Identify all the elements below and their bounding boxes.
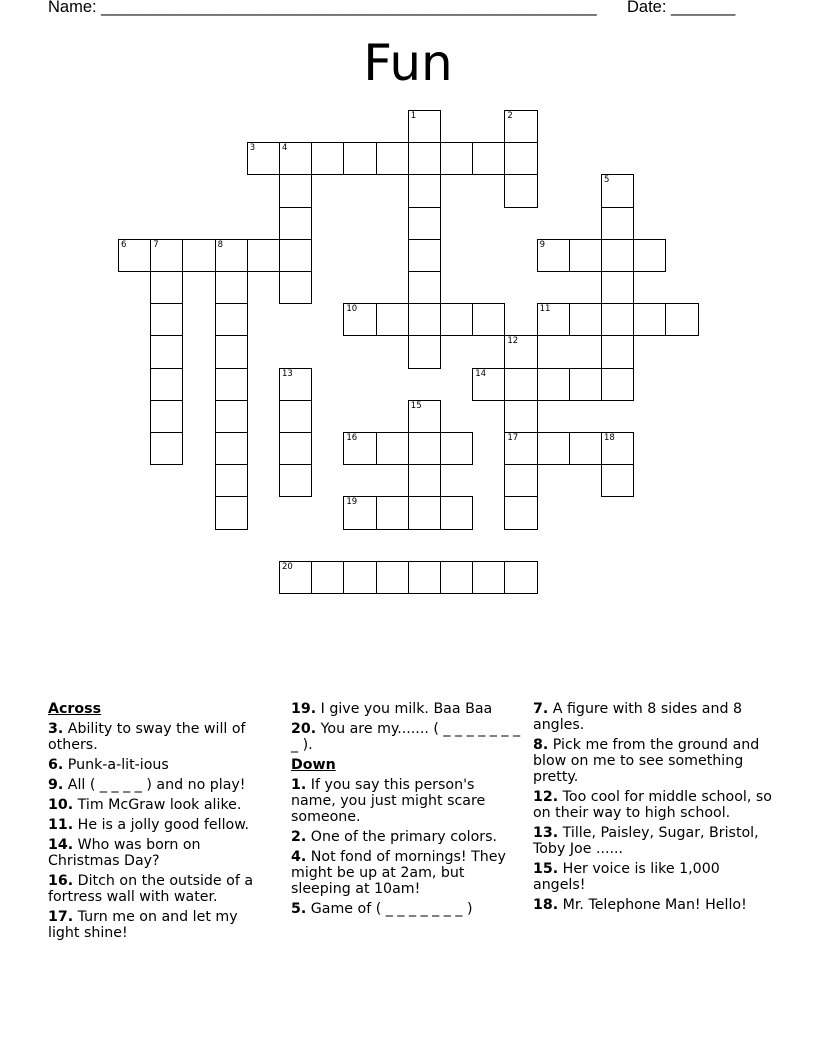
grid-cell[interactable] [279, 239, 312, 272]
grid-cell[interactable] [150, 400, 183, 433]
clue-text: Pick me from the ground and blow on me to see something pretty. [533, 737, 760, 785]
grid-cell[interactable] [472, 561, 505, 594]
grid-cell[interactable] [601, 335, 634, 368]
grid-cell[interactable] [665, 303, 698, 336]
clue-text: Tille, Paisley, Sugar, Bristol, Toby Joe ...... [533, 825, 759, 857]
clue-number: 19. [291, 701, 317, 717]
clue-number: 6. [48, 757, 64, 773]
clue-across-11 [48, 817, 273, 833]
grid-cell[interactable] [601, 368, 634, 401]
grid-cell[interactable] [150, 239, 183, 272]
grid-cell[interactable] [440, 496, 473, 529]
clue-text: Her voice is like 1,000 angels! [533, 861, 720, 893]
clue-number: 1. [291, 777, 307, 793]
grid-cell[interactable] [408, 207, 441, 240]
grid-cell[interactable] [601, 432, 634, 465]
grid-cell[interactable] [279, 561, 312, 594]
grid-cell[interactable] [440, 303, 473, 336]
clue-across-14 [48, 837, 273, 869]
clue-number-label: 6 [121, 239, 127, 250]
clue-number: 10. [48, 797, 74, 813]
clue-number: 5. [291, 901, 307, 917]
clue-text: Turn me on and let my light shine! [48, 909, 238, 941]
grid-cell[interactable] [150, 303, 183, 336]
grid-cell[interactable] [150, 432, 183, 465]
grid-cell[interactable] [408, 174, 441, 207]
grid-cell[interactable] [376, 142, 409, 175]
clue-text: Mr. Telephone Man! Hello! [562, 897, 747, 913]
clues-column-2 [291, 701, 521, 921]
grid-cell[interactable] [504, 400, 537, 433]
across-heading: Across [48, 701, 102, 717]
clue-number: 3. [48, 721, 64, 737]
clue-across-10 [48, 797, 273, 813]
grid-cell[interactable] [408, 142, 441, 175]
clue-number-label: 8 [217, 239, 224, 250]
clue-number-label: 9 [539, 239, 546, 250]
grid-cell[interactable] [343, 561, 376, 594]
clue-number: 4. [291, 849, 307, 865]
grid-cell[interactable] [440, 432, 473, 465]
grid-cell[interactable] [440, 561, 473, 594]
grid-cell[interactable] [279, 174, 312, 207]
clue-number: 8. [533, 737, 549, 753]
grid-cell[interactable] [601, 174, 634, 207]
grid-cell[interactable] [408, 496, 441, 529]
clue-down-2 [291, 829, 521, 845]
clue-number-label: 7 [153, 239, 159, 250]
grid-cell[interactable] [440, 142, 473, 175]
clue-text: A figure with 8 sides and 8 angles. [533, 701, 743, 733]
grid-cell[interactable] [504, 142, 537, 175]
grid-cell[interactable] [408, 303, 441, 336]
grid-cell[interactable] [472, 368, 505, 401]
name-field-label: Name: ______________________________________________________ [48, 0, 597, 16]
grid-cell[interactable] [343, 303, 376, 336]
clue-number: 14. [48, 837, 74, 853]
grid-cell[interactable] [408, 110, 441, 143]
grid-cell[interactable] [376, 432, 409, 465]
clue-number: 13. [533, 825, 559, 841]
clue-number-label: 20 [282, 561, 293, 572]
clue-across-19 [291, 701, 521, 717]
clue-number-label: 18 [604, 433, 615, 443]
clue-text: Not fond of mornings! They might be up at 2am, but sleeping at 10am! [291, 849, 506, 897]
grid-cell[interactable] [472, 142, 505, 175]
clue-across-6 [48, 757, 273, 773]
clue-down-8 [533, 737, 773, 785]
grid-cell[interactable] [408, 464, 441, 497]
grid-cell[interactable] [215, 368, 248, 401]
grid-cell[interactable] [215, 432, 248, 465]
clue-text: Too cool for middle school, so on their way to high school. [533, 789, 772, 821]
grid-cell[interactable] [376, 303, 409, 336]
grid-cell[interactable] [279, 271, 312, 304]
grid-cell[interactable] [279, 432, 312, 465]
grid-cell[interactable] [504, 335, 537, 368]
page-title: Fun [363, 34, 453, 92]
grid-cell[interactable] [504, 432, 537, 465]
grid-cell[interactable] [279, 368, 312, 401]
grid-cell[interactable] [215, 271, 248, 304]
clues-column-3 [533, 701, 773, 917]
grid-cell[interactable] [408, 432, 441, 465]
clues-column-1 [48, 701, 273, 945]
clue-number-label: 3 [249, 143, 256, 154]
grid-cell[interactable] [537, 303, 570, 336]
grid-cell[interactable] [118, 239, 151, 272]
grid-cell[interactable] [569, 303, 602, 336]
clue-text: You are my....... ( _ _ _ _ _ _ _ _ ). [291, 721, 521, 753]
clue-number-label: 11 [539, 304, 551, 315]
grid-cell[interactable] [343, 496, 376, 529]
grid-cell[interactable] [311, 561, 344, 594]
grid-cell[interactable] [343, 432, 376, 465]
clue-down-15 [533, 861, 773, 893]
grid-cell[interactable] [537, 432, 570, 465]
clue-number: 20. [291, 721, 317, 737]
grid-cell[interactable] [408, 239, 441, 272]
clue-number-label: 12 [507, 336, 519, 347]
clue-number-label: 19 [346, 497, 358, 508]
clue-text: Ability to sway the will of others. [48, 721, 246, 753]
grid-cell[interactable] [279, 464, 312, 497]
clue-text: Who was born on Christmas Day? [48, 837, 201, 869]
down-heading: Down [291, 757, 336, 773]
clue-across-3 [48, 721, 273, 753]
clue-down-5 [291, 901, 521, 917]
grid-cell[interactable] [601, 464, 634, 497]
clue-number: 15. [533, 861, 559, 877]
grid-cell[interactable] [472, 303, 505, 336]
clue-number-label: 5 [604, 175, 610, 186]
clue-down-12 [533, 789, 773, 821]
clue-number-label: 13 [282, 368, 293, 379]
grid-cell[interactable] [279, 142, 312, 175]
clue-down-4 [291, 849, 521, 897]
clue-text: Ditch on the outside of a fortress wall with water. [48, 873, 254, 905]
grid-cell[interactable] [150, 271, 183, 304]
clue-text: Game of ( _ _ _ _ _ _ _ ) [310, 901, 473, 917]
clue-number-label: 1 [410, 111, 417, 121]
grid-cell[interactable] [247, 142, 280, 175]
grid-cell[interactable] [633, 303, 666, 336]
clue-across-9 [48, 777, 273, 793]
grid-cell[interactable] [537, 239, 570, 272]
clue-text: One of the primary colors. [310, 829, 498, 845]
grid-cell[interactable] [376, 496, 409, 529]
grid-cell[interactable] [150, 335, 183, 368]
clue-text: If you say this person's name, you just might scare someone. [291, 777, 486, 825]
clue-text: All ( _ _ _ _ ) and no play! [67, 777, 246, 793]
grid-cell[interactable] [343, 142, 376, 175]
clue-number: 2. [291, 829, 307, 845]
clue-number: 7. [533, 701, 549, 717]
grid-cell[interactable] [504, 561, 537, 594]
grid-cell[interactable] [408, 400, 441, 433]
grid-cell[interactable] [376, 561, 409, 594]
clue-number: 11. [48, 817, 74, 833]
clue-number-label: 15 [410, 400, 422, 411]
clue-number-label: 2 [507, 111, 513, 121]
grid-cell[interactable] [150, 368, 183, 401]
clue-down-18 [533, 897, 773, 913]
grid-cell[interactable] [504, 174, 537, 207]
clue-number-label: 10 [346, 304, 358, 315]
grid-cell[interactable] [247, 239, 280, 272]
grid-cell[interactable] [633, 239, 666, 272]
clue-down-13 [533, 825, 773, 857]
grid-cell[interactable] [537, 368, 570, 401]
clue-text: I give you milk. Baa Baa [320, 701, 493, 717]
grid-cell[interactable] [601, 271, 634, 304]
clue-down-7 [533, 701, 773, 733]
date-field-label: Date: _______ [627, 0, 736, 16]
clue-number: 9. [48, 777, 64, 793]
grid-cell[interactable] [182, 239, 215, 272]
clue-number: 17. [48, 909, 74, 925]
grid-cell[interactable] [504, 368, 537, 401]
grid-cell[interactable] [408, 335, 441, 368]
grid-cell[interactable] [569, 432, 602, 465]
grid-cell[interactable] [279, 207, 312, 240]
grid-cell[interactable] [569, 239, 602, 272]
clue-number-label: 17 [507, 433, 519, 443]
grid-cell[interactable] [601, 207, 634, 240]
clue-across-16 [48, 873, 273, 905]
grid-cell[interactable] [408, 271, 441, 304]
grid-cell[interactable] [215, 239, 248, 272]
grid-cell[interactable] [601, 303, 634, 336]
clue-text: Punk-a-lit-ious [67, 757, 169, 773]
clue-number: 12. [533, 789, 559, 805]
grid-cell[interactable] [215, 464, 248, 497]
grid-cell[interactable] [569, 368, 602, 401]
grid-cell[interactable] [215, 303, 248, 336]
grid-cell[interactable] [408, 561, 441, 594]
clue-across-20 [291, 721, 521, 753]
clue-text: He is a jolly good fellow. [77, 817, 249, 833]
clue-number: 16. [48, 873, 74, 889]
clue-number-label: 14 [475, 368, 487, 379]
grid-cell[interactable] [311, 142, 344, 175]
grid-cell[interactable] [215, 496, 248, 529]
grid-cell[interactable] [601, 239, 634, 272]
grid-cell[interactable] [504, 110, 537, 143]
clue-number-label: 4 [282, 143, 288, 154]
grid-cell[interactable] [504, 464, 537, 497]
grid-cell[interactable] [215, 335, 248, 368]
grid-cell[interactable] [215, 400, 248, 433]
clue-number: 18. [533, 897, 559, 913]
grid-cell[interactable] [279, 400, 312, 433]
clue-down-1 [291, 777, 521, 825]
clue-text: Tim McGraw look alike. [77, 797, 242, 813]
clue-across-17 [48, 909, 273, 941]
clue-number-label: 16 [346, 433, 358, 443]
grid-cell[interactable] [504, 496, 537, 529]
